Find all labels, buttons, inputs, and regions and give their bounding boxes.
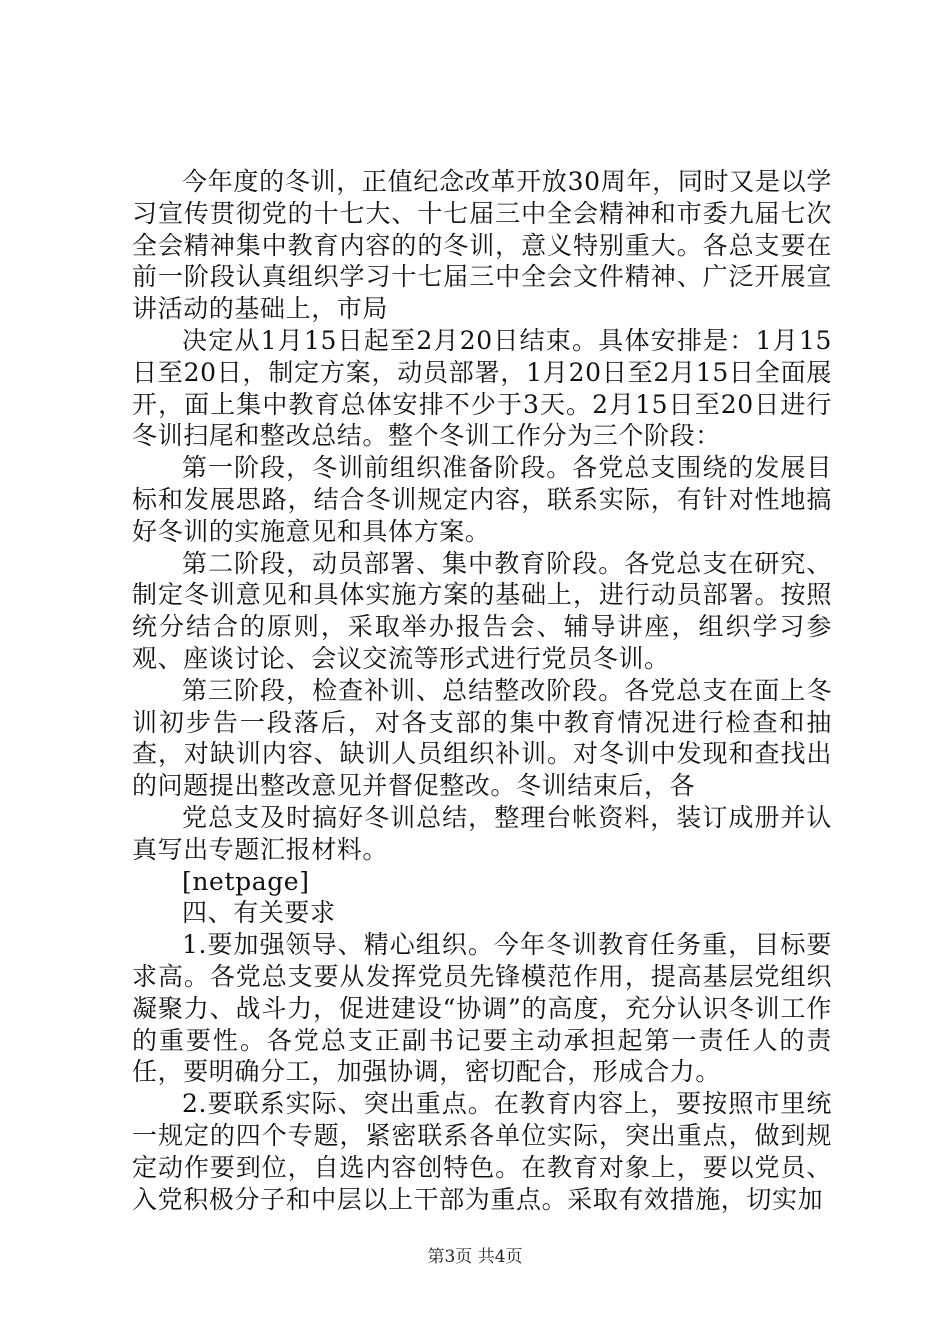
paragraph-schedule: 决定从1月15日起至2月20日结束。具体安排是：1月15日至20日，制定方案，动员部署，1月20日至2月15日全面展开，面上集中教育总体安排不少于3天。2月15日至20日进行冬训扫尾和整改总结。整个冬训工作分为三个阶段： xyxy=(132,325,832,451)
paragraph-stage-two: 第二阶段，动员部署、集中教育阶段。各党总支在研究、制定冬训意见和具体实施方案的基础上，进行动员部署。按照统分结合的原则，采取举办报告会、辅导讲座，组织学习参观、座谈讨论、会议交流等形式进行党员冬训。 xyxy=(132,548,832,673)
section-heading-requirements: 四、有关要求 xyxy=(182,898,336,928)
document-body xyxy=(132,166,832,1215)
page-number-footer: 第3页 共4页 xyxy=(427,1247,523,1267)
paragraph-stage-three: 第三阶段，检查补训、总结整改阶段。各党总支在面上冬训初步告一段落后，对各支部的集中教育情况进行检查和抽查，对缺训内容、缺训人员组织补训。对冬训中发现和查找出的问题提出整改意见并督促整改。冬训结束后，各 xyxy=(132,675,832,801)
paragraph-stage-one: 第一阶段，冬训前组织准备阶段。各党总支围绕的发展目标和发展思路，结合冬训规定内容，联系实际，有针对性地搞好冬训的实施意见和具体方案。 xyxy=(132,453,832,546)
paragraph-requirement-two: 2.要联系实际、突出重点。在教育内容上，要按照市里统一规定的四个专题，紧密联系各单位实际，突出重点，做到规定动作要到位，自选内容创特色。在教育对象上，要以党员、入党积极分子和中层以上干部为重点。采取有效措施，切实加 xyxy=(132,1089,832,1214)
paragraph-summary: 党总支及时搞好冬训总结，整理台帐资料，装订成册并认真写出专题汇报材料。 xyxy=(132,802,832,864)
paragraph-netpage-marker: [netpage] xyxy=(182,866,310,896)
paragraph-requirement-one: 1.要加强领导、精心组织。今年冬训教育任务重，目标要求高。各党总支要从发挥党员先锋模范作用，提高基层党组织凝聚力、战斗力，促进建设“协调”的高度，充分认识冬训工作的重要性。各党总支正副书记要主动承担起第一责任人的责任，要明确分工，加强协调，密切配合，形成合力。 xyxy=(132,930,832,1087)
paragraph-intro: 今年度的冬训，正值纪念改革开放30周年，同时又是以学习宣传贯彻党的十七大、十七届三中全会精神和市委九届七次全会精神集中教育内容的的冬训，意义特别重大。各总支要在前一阶段认真组织学习十七届三中全会文件精神、广泛开展宣讲活动的基础上，市局 xyxy=(132,167,832,324)
